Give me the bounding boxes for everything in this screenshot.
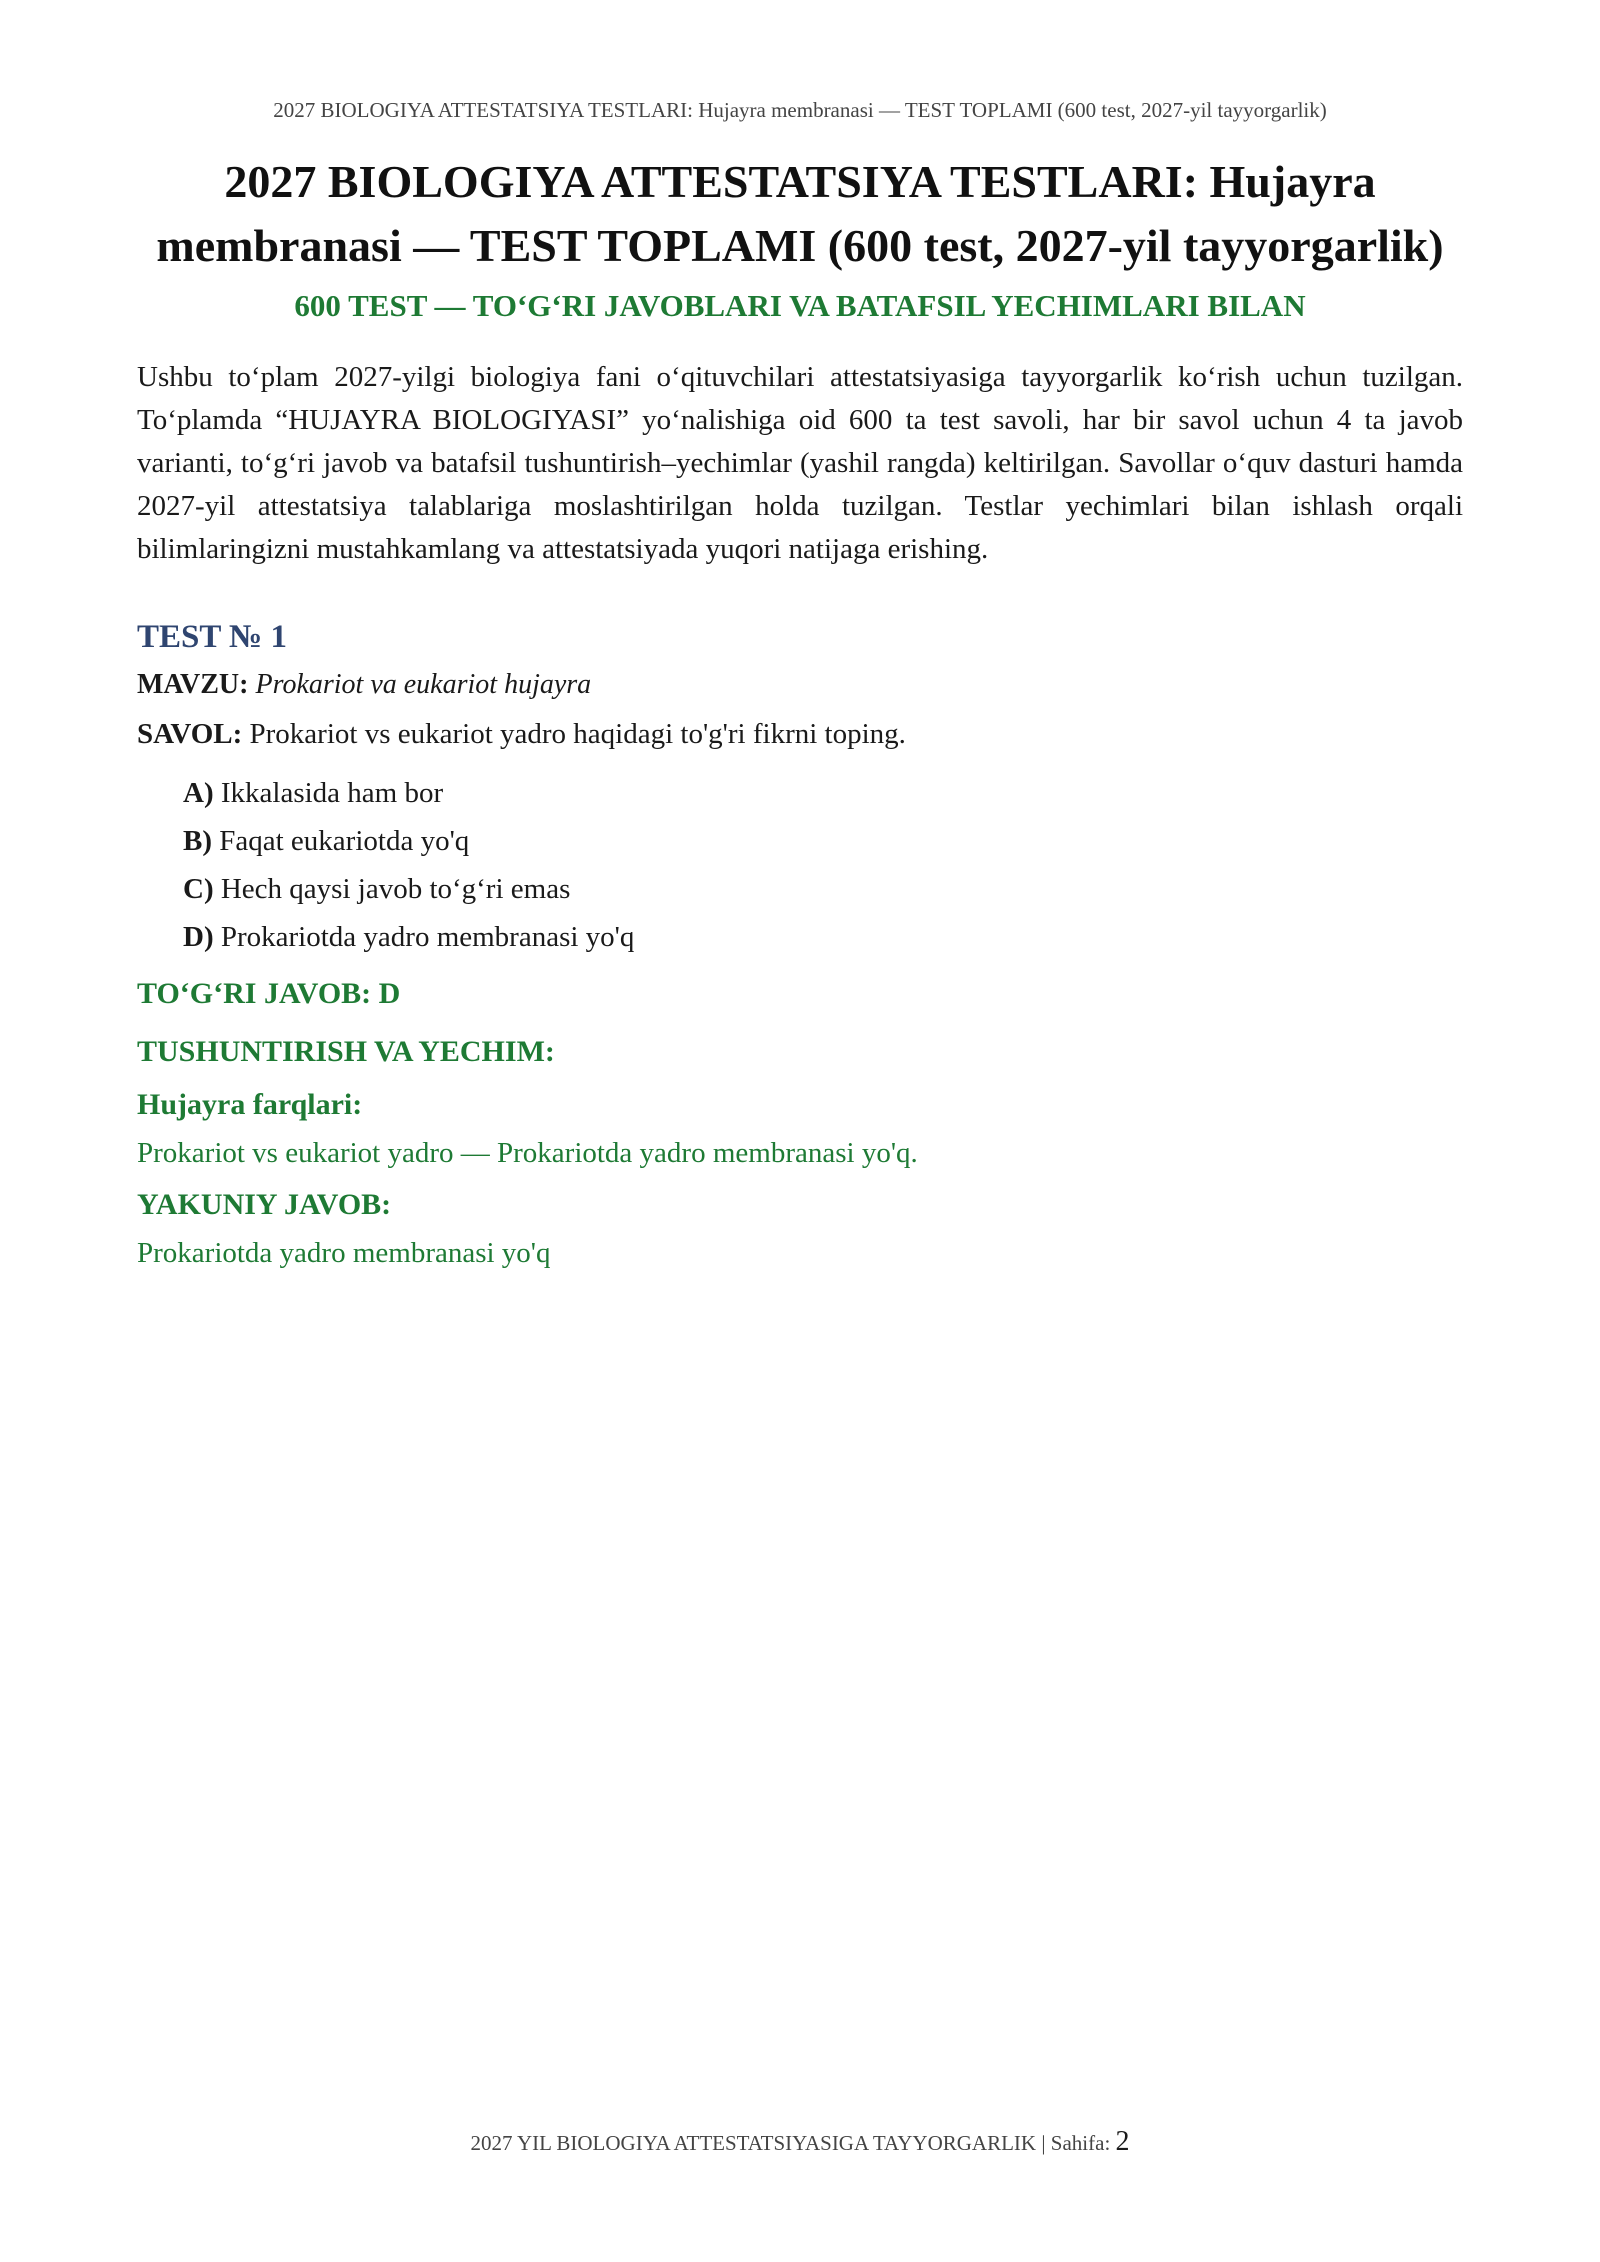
correct-answer: TO‘G‘RI JAVOB: D — [137, 977, 401, 1010]
explanation-subheading: Hujayra farqlari: — [137, 1088, 363, 1121]
topic-label: MAVZU: — [137, 669, 249, 700]
option-text: Prokariotda yadro membranasi yo'q — [220, 921, 635, 953]
final-answer-heading: YAKUNIY JAVOB: — [137, 1188, 392, 1221]
footer-separator: | — [1041, 2131, 1046, 2155]
answer-options — [183, 769, 1463, 961]
page-content — [137, 150, 1463, 1275]
option-letter: D) — [183, 921, 214, 953]
final-answer-text: Prokariotda yadro membranasi yo'q — [137, 1237, 551, 1269]
question-line — [137, 713, 1463, 755]
running-footer — [0, 2126, 1600, 2158]
page-number: 2 — [1115, 2126, 1130, 2157]
explanation-text: Prokariot vs eukariot yadro — Prokariotda yadro membranasi yo'q. — [137, 1137, 918, 1169]
option-letter: B) — [183, 825, 212, 857]
option-a — [183, 769, 1463, 817]
option-text: Hech qaysi javob to‘g‘ri emas — [220, 873, 571, 905]
page-label: Sahifa: — [1050, 2131, 1111, 2155]
option-d — [183, 913, 1463, 961]
topic-line — [137, 665, 1463, 705]
document-subtitle: 600 TEST — TO‘G‘RI JAVOBLARI VA BATAFSIL YECHIMLARI BILAN — [294, 288, 1306, 323]
question-label: SAVOL: — [137, 718, 243, 750]
test-block — [137, 615, 1463, 1275]
topic-value: Prokariot va eukariot hujayra — [255, 669, 592, 700]
option-c — [183, 865, 1463, 913]
intro-paragraph: Ushbu to‘plam 2027-yilgi biologiya fani o‘qituvchilari attestatsiyasiga tayyorgarlik ko‘rish uchun tuzilgan. To‘plamda “HUJAYRA BIOLOGIYASI” yo‘nalishiga oid 600 ta test savoli, har bir savol uchun 4 ta javob varianti, to‘g‘ri javob va batafsil tushuntirish–yechimlar (yashil rangda) keltirilgan. Savollar o‘quv dasturi hamda 2027-yil attestatsiya talablariga moslashtirilgan holda tuzilgan. Testlar yechimlari bilan ishlash orqali bilimlaringizni mustahkamlang va attestatsiyada yuqori natijaga erishing. — [137, 361, 1463, 565]
explanation-heading: TUSHUNTIRISH VA YECHIM: — [137, 1035, 555, 1068]
document-title: 2027 BIOLOGIYA ATTESTATSIYA TESTLARI: Hujayra membranasi — TEST TOPLAMI (600 test, 2027-yil tayyorgarlik) — [156, 156, 1444, 271]
option-text: Faqat eukariotda yo'q — [219, 825, 470, 857]
footer-text: 2027 YIL BIOLOGIYA ATTESTATSIYASIGA TAYYORGARLIK — [470, 2131, 1037, 2155]
running-header: 2027 BIOLOGIYA ATTESTATSIYA TESTLARI: Hujayra membranasi — TEST TOPLAMI (600 test, 2027-yil tayyorgarlik) — [273, 98, 1327, 122]
question-text: Prokariot vs eukariot yadro haqidagi to'g'ri fikrni toping. — [249, 718, 906, 750]
test-heading: TEST № 1 — [137, 619, 287, 655]
option-letter: A) — [183, 777, 214, 809]
option-text: Ikkalasida ham bor — [220, 777, 444, 809]
option-b — [183, 817, 1463, 865]
option-letter: C) — [183, 873, 214, 905]
